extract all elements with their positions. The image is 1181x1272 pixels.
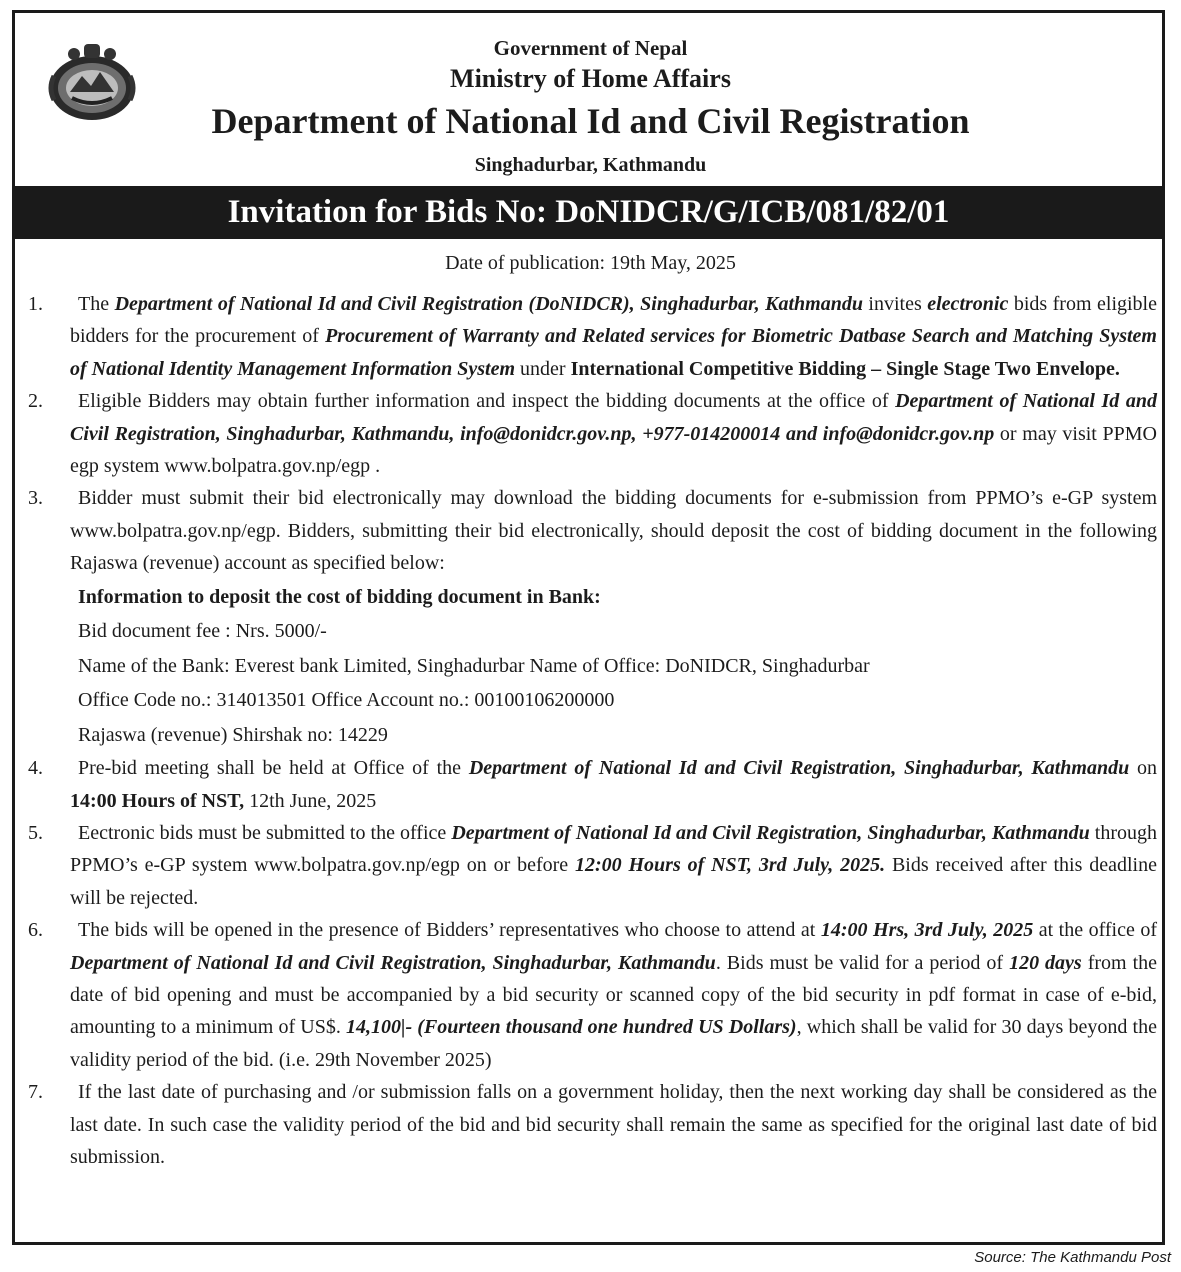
clause-5: 5. Eectronic bids must be submitted to the office Department of National Id and Civil Registration, Singhadurbar, Kathmandu through PPMO’s e-GP system www.bolpatra.gov.np/egp on or before 12:00 Hours of NST, 3rd July, 2025. Bids received after this deadline will be rejected. [28,821,1158,909]
bank-info [0,580,1181,753]
invitation-banner: Invitation for Bids No: DoNIDCR/G/ICB/081/82/01 [15,186,1162,239]
publication-date: Date of publication: 19th May, 2025 [445,252,736,274]
notice-body [0,288,1181,1173]
clause-7: 7. If the last date of purchasing and /or submission falls on a government holiday, then the next working day shall be considered as the last date. In such case the validity period of the bid and bid security shall remain the same as specified for the original last date of bid submission. [28,1081,1157,1169]
government-title: Government of Nepal [493,36,688,60]
bank-info-heading: Information to deposit the cost of bidding document in Bank: [78,585,601,608]
clause-1: 1. The Department of National Id and Civil Registration (DoNIDCR), Singhadurbar, Kathmandu invites electronic bids from eligible bidders for the procurement of Procurement of Warranty and Related services for Biometric Datbase Search and Matching System of National Identity Management Information System under International Competitive Bidding – Single Stage Two Envelope. [28,293,1157,380]
clause-4: 4. Pre-bid meeting shall be held at Office of the Department of National Id and Civil Registration, Singhadurbar, Kathmandu on 14:00 Hours of NST, 12th June, 2025 [28,757,1158,812]
department-title: Department of National Id and Civil Registration [211,101,970,141]
bank-info-line: Rajaswa (revenue) Shirshak no: 14229 [78,723,388,746]
clause-3: 3. Bidder must submit their bid electronically may download the bidding documents for e-submission from PPMO’s e-GP system www.bolpatra.gov.np/egp. Bidders, submitting their bid electronically, should deposit the cost of bidding document in the following Rajaswa (revenue) account as specified below: [28,487,1157,575]
department-location: Singhadurbar, Kathmandu [474,154,707,176]
source-credit: Source: The Kathmandu Post [974,1249,1171,1266]
ministry-title: Ministry of Home Affairs [450,64,731,93]
bank-info-line: Bid document fee : Nrs. 5000/- [78,620,327,643]
clause-6: 6. The bids will be opened in the presence of Bidders’ representatives who choose to attend at 14:00 Hrs, 3rd July, 2025 at the office of Department of National Id and Civil Registration, Singhadurbar, Kathmandu. Bids must be valid for a period of 120 days from the date of bid opening and must be accompanied by a bid security or scanned copy of the bid security in pdf format in case of e-bid, amounting to a minimum of US$. 14,100|- (Fourteen thousand one hundred US Dollars), which shall be valid for 30 days beyond the validity period of the bid. (i.e. 29th November 2025) [28,919,1157,1071]
clause-2: 2. Eligible Bidders may obtain further information and inspect the bidding documents at the office of Department of National Id and Civil Registration, Singhadurbar, Kathmandu, info@donidcr.gov.np, +977-014200014 and info@donidcr.gov.np or may visit PPMO egp system www.bolpatra.gov.np/egp . [28,390,1158,478]
bank-info-line: Office Code no.: 314013501 Office Account no.: 00100106200000 [78,689,615,712]
bank-info-line: Name of the Bank: Everest bank Limited, Singhadurbar Name of Office: DoNIDCR, Singhadurbar [78,654,870,677]
